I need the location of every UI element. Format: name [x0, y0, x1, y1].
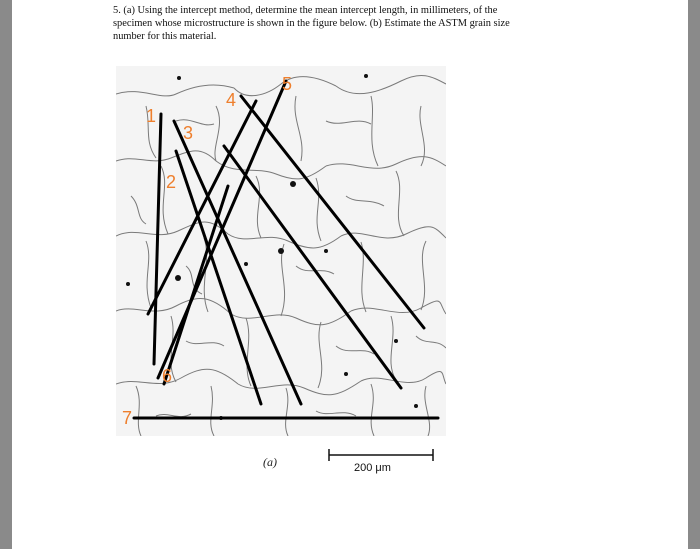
- line-number-2: 2: [166, 172, 177, 192]
- line-number-6: 6: [162, 366, 173, 386]
- right-border-bar: [688, 0, 700, 549]
- micrograph-svg: [116, 66, 446, 436]
- scale-bar: [328, 448, 434, 462]
- question-line-2: specimen whose microstructure is shown in the figure below. (b) Estimate the ASTM grain size: [113, 18, 510, 30]
- line-number-5: 5: [282, 74, 293, 94]
- line-number-7: 7: [122, 408, 133, 428]
- left-border-bar: [0, 0, 12, 549]
- micrograph-figure: [116, 66, 446, 436]
- scale-bar-label: 200 μm: [354, 462, 391, 474]
- line-number-1: 1: [146, 106, 157, 126]
- question-line-3: number for this material.: [113, 31, 217, 43]
- figure-caption: (a): [263, 455, 277, 469]
- question-line-1: 5. (a) Using the intercept method, determine the mean intercept length, in millimeters, of the: [113, 5, 498, 16]
- line-number-4: 4: [226, 90, 237, 110]
- line-number-3: 3: [183, 123, 194, 143]
- question-text: [113, 4, 593, 44]
